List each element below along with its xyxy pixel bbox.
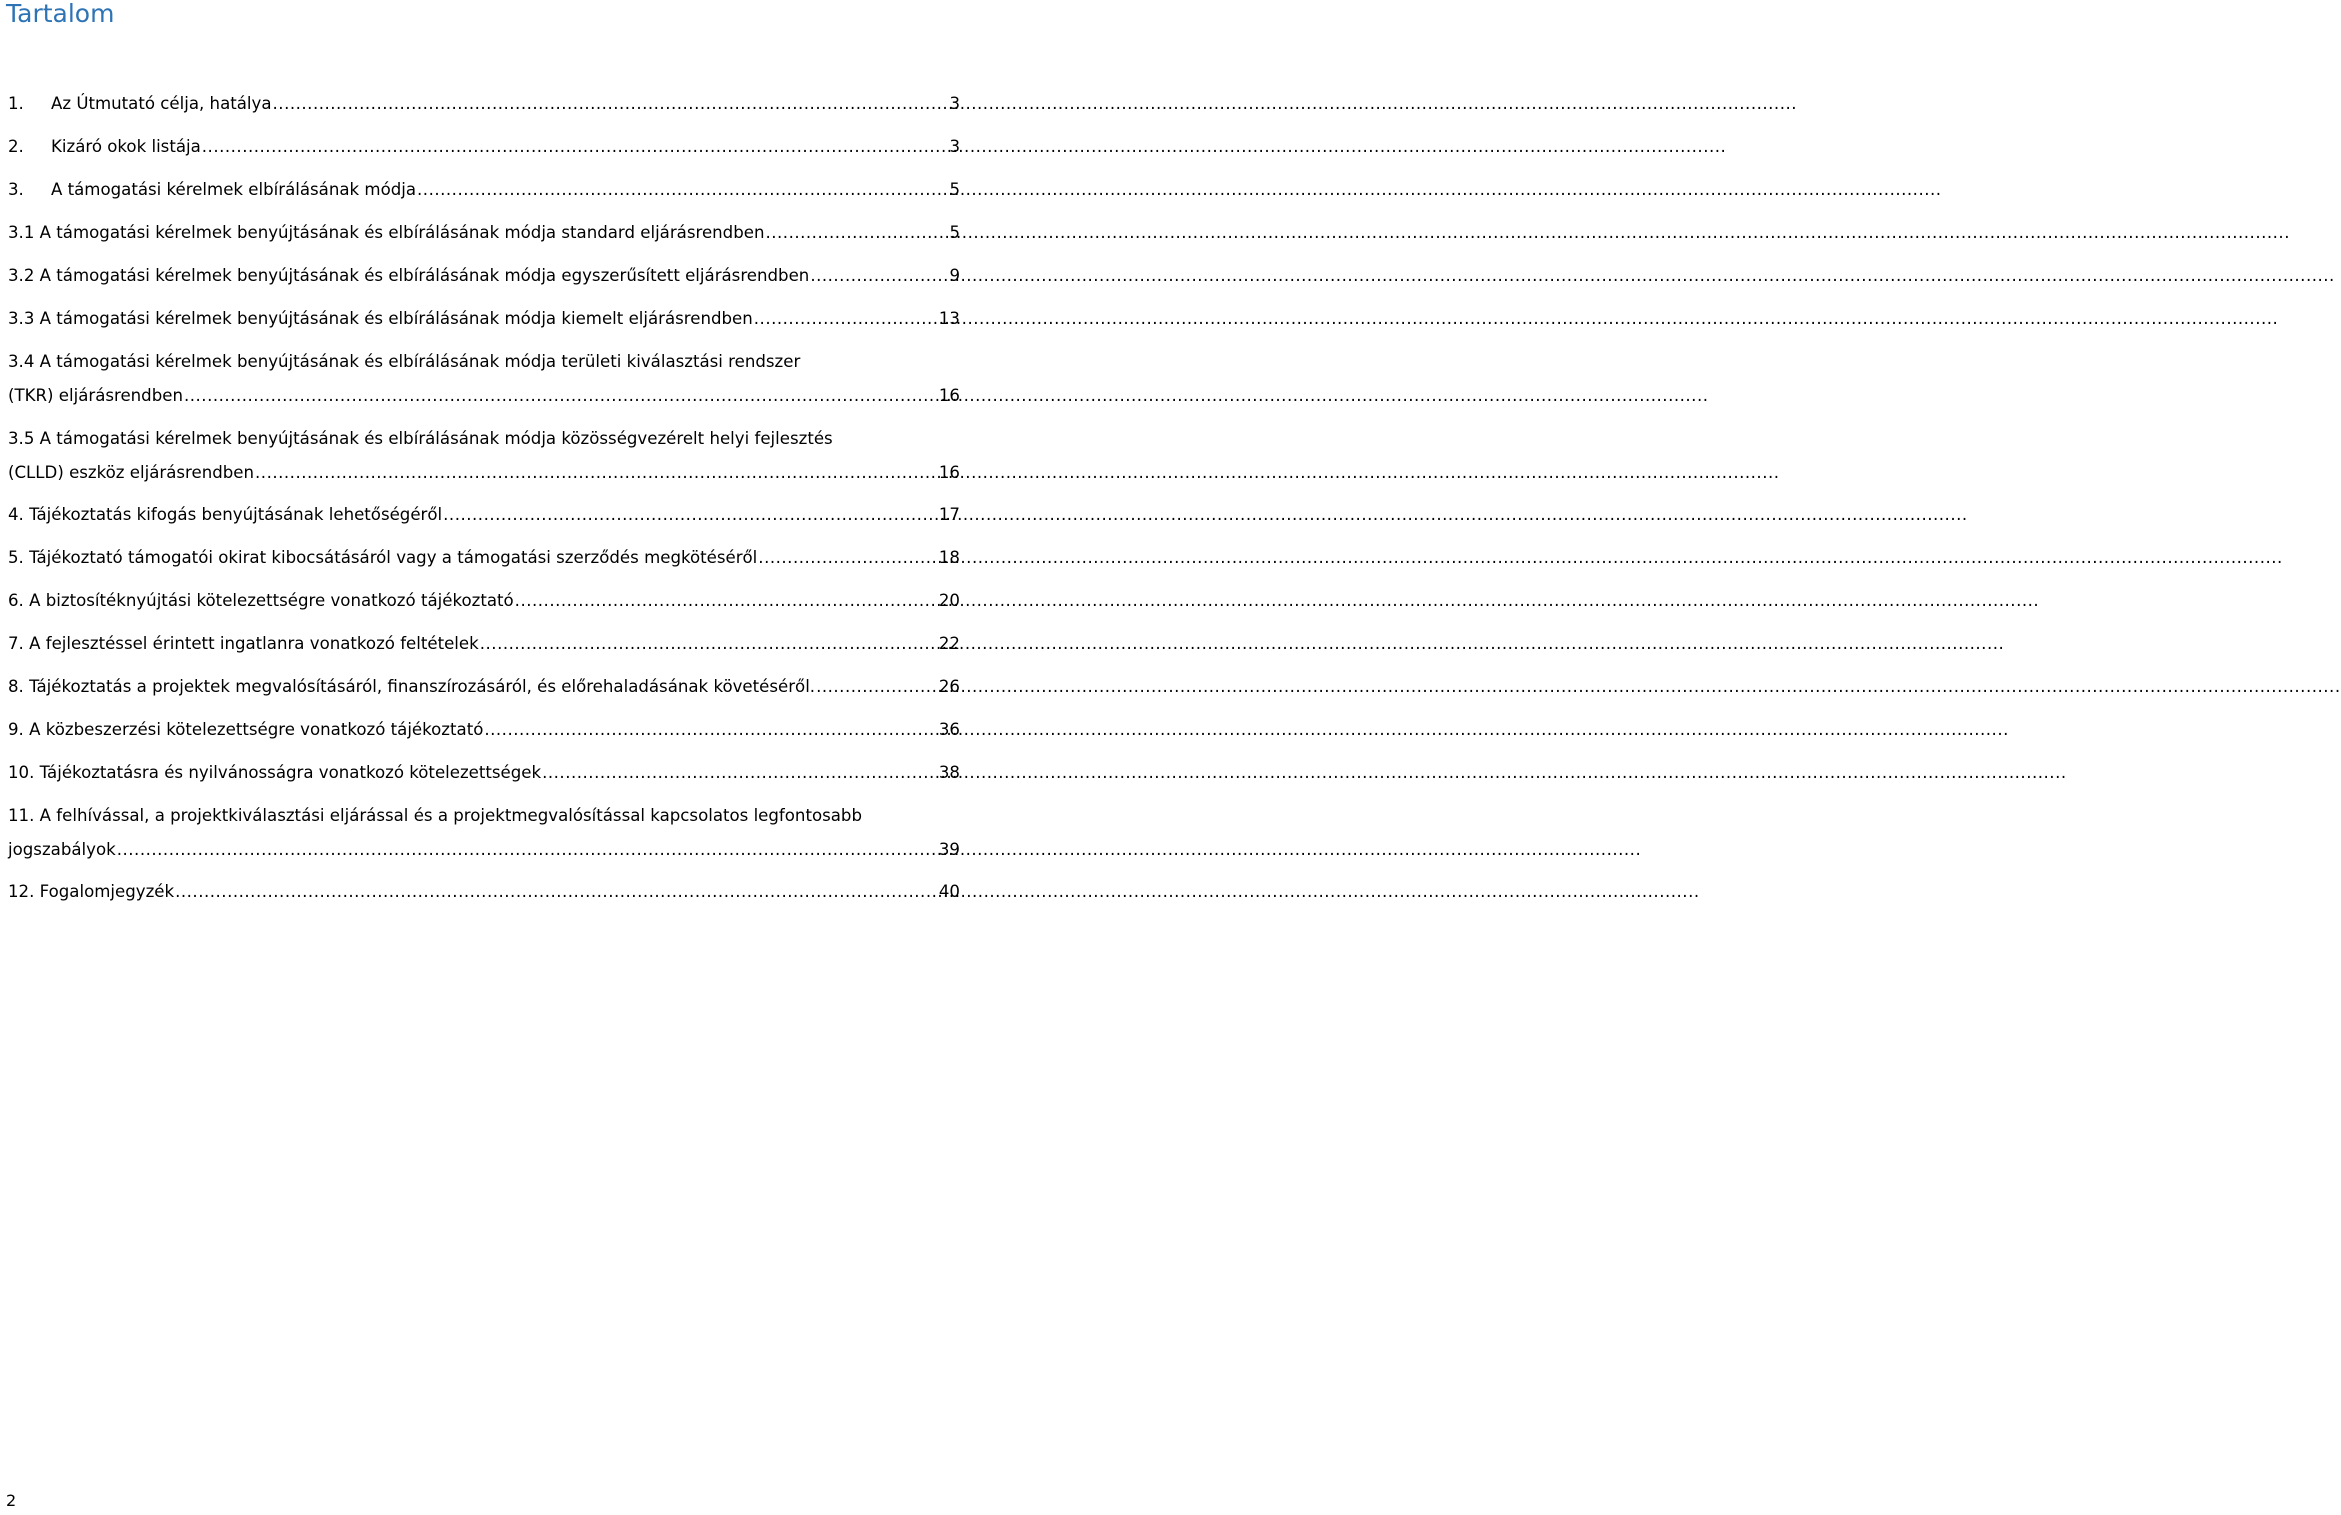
toc-entry-3-3[interactable]: [8, 304, 960, 333]
toc-entry-number: 9.: [8, 720, 24, 739]
toc-entry-3-5[interactable]: [8, 424, 960, 487]
toc-list: [0, 0, 960, 1515]
toc-entry-3-4[interactable]: [8, 347, 960, 410]
toc-entry-page: 9: [949, 266, 960, 285]
toc-entry-page: 26: [938, 677, 960, 696]
toc-entry-page: 40: [938, 882, 960, 901]
toc-entry-title: Tájékoztatás kifogás benyújtásának lehetőségéről: [29, 505, 443, 524]
toc-entry-number: 3.1: [8, 223, 35, 242]
toc-entry-title-line1: A támogatási kérelmek benyújtásának és elbírálásának módja területi kiválasztási rendszer: [39, 352, 801, 371]
toc-entry-5[interactable]: [8, 543, 960, 572]
toc-entry-number: 7.: [8, 634, 24, 653]
toc-entry-page: 36: [938, 720, 960, 739]
toc-entry-number: 5.: [8, 548, 24, 567]
toc-entry-7[interactable]: [8, 629, 960, 658]
toc-entry-10[interactable]: [8, 758, 960, 787]
toc-entry-title-line2: jogszabályok: [8, 840, 116, 859]
toc-entry-title: A biztosítéknyújtási kötelezettségre vonatkozó tájékoztató: [29, 591, 514, 610]
toc-entry-4[interactable]: [8, 500, 960, 529]
toc-title: Tartalom: [6, 0, 115, 28]
toc-entry-title: Kizáró okok listája: [51, 137, 201, 156]
toc-entry-title: Az Útmutató célja, hatálya: [51, 94, 272, 113]
toc-entry-title: A támogatási kérelmek benyújtásának és elbírálásának módja standard eljárásrendben: [39, 223, 765, 242]
toc-entry-number: 1.: [8, 94, 24, 113]
toc-entry-3-1[interactable]: [8, 218, 960, 247]
toc-entry-title: A támogatási kérelmek benyújtásának és elbírálásának módja kiemelt eljárásrendben: [39, 309, 753, 328]
toc-entry-title-line1: A felhívással, a projektkiválasztási eljárással és a projektmegvalósítással kapcsolatos legfontosabb: [39, 806, 862, 825]
toc-dot-leader: [175, 877, 934, 906]
toc-entry-page: 5: [949, 223, 960, 242]
toc-dot-leader: [542, 758, 934, 787]
toc-dot-leader: [754, 304, 934, 333]
toc-dot-leader: [417, 175, 934, 204]
toc-entry-page: 20: [938, 591, 960, 610]
toc-entry-number: 8.: [8, 677, 24, 696]
toc-entry-page: 18: [938, 548, 960, 567]
toc-entry-number: 3.3: [8, 309, 35, 328]
toc-dot-leader: [117, 835, 934, 864]
toc-dot-leader: [758, 543, 934, 572]
toc-dot-leader: [255, 458, 934, 487]
toc-entry-3-2[interactable]: [8, 261, 960, 290]
toc-dot-leader: [515, 586, 934, 615]
toc-entry-number: 11.: [8, 806, 35, 825]
toc-entry-number: 3.4: [8, 352, 35, 371]
toc-entry-3[interactable]: [8, 175, 960, 204]
page-number: 2: [6, 1491, 17, 1510]
toc-entry-number: 12.: [8, 882, 35, 901]
toc-entry-page: 16: [938, 386, 960, 405]
toc-entry-title: A támogatási kérelmek elbírálásának módja: [51, 180, 417, 199]
toc-entry-title: Tájékoztatásra és nyilvánosságra vonatkozó kötelezettségek: [39, 763, 542, 782]
toc-entry-number: 3.: [8, 180, 24, 199]
toc-entry-11[interactable]: [8, 801, 960, 864]
toc-entry-page: 17: [938, 505, 960, 524]
toc-entry-title: A támogatási kérelmek benyújtásának és elbírálásának módja egyszerűsített eljárásrendben: [39, 266, 810, 285]
toc-dot-leader: [443, 500, 934, 529]
toc-entry-page: 3: [949, 94, 960, 113]
toc-entry-number: 2.: [8, 137, 24, 156]
toc-entry-2[interactable]: [8, 132, 960, 161]
toc-dot-leader: [816, 672, 934, 701]
toc-entry-page: 13: [938, 309, 960, 328]
toc-entry-title: Tájékoztatás a projektek megvalósításáról, finanszírozásáról, és előrehaladásának követéséről.: [29, 677, 816, 696]
toc-entry-page: 22: [938, 634, 960, 653]
toc-entry-title: Tájékoztató támogatói okirat kibocsátásáról vagy a támogatási szerződés megkötéséről: [29, 548, 758, 567]
toc-dot-leader: [273, 89, 934, 118]
toc-entry-page: 38: [938, 763, 960, 782]
toc-entry-title-line2: (CLLD) eszköz eljárásrendben: [8, 463, 255, 482]
toc-entry-title: A fejlesztéssel érintett ingatlanra vonatkozó feltételek: [29, 634, 479, 653]
toc-entry-page: 3: [949, 137, 960, 156]
toc-entry-title-line1: A támogatási kérelmek benyújtásának és elbírálásának módja közösségvezérelt helyi fejlesztés: [39, 429, 833, 448]
toc-entry-title-line2: (TKR) eljárásrendben: [8, 386, 183, 405]
toc-entry-title: Fogalomjegyzék: [39, 882, 175, 901]
toc-entry-12[interactable]: [8, 877, 960, 906]
toc-entry-number: 4.: [8, 505, 24, 524]
toc-entry-number: 3.5: [8, 429, 35, 448]
toc-entry-8[interactable]: [8, 672, 960, 701]
toc-dot-leader: [765, 218, 934, 247]
toc-entry-page: 5: [949, 180, 960, 199]
toc-entry-6[interactable]: [8, 586, 960, 615]
toc-entry-number: 10.: [8, 763, 35, 782]
toc-dot-leader: [202, 132, 934, 161]
toc-entry-title: A közbeszerzési kötelezettségre vonatkozó tájékoztató: [29, 720, 484, 739]
toc-dot-leader: [810, 261, 934, 290]
toc-dot-leader: [484, 715, 934, 744]
toc-dot-leader: [184, 381, 934, 410]
toc-entry-page: 16: [938, 463, 960, 482]
toc-entry-page: 39: [938, 840, 960, 859]
toc-entry-1[interactable]: [8, 89, 960, 118]
toc-entry-number: 6.: [8, 591, 24, 610]
toc-entry-9[interactable]: [8, 715, 960, 744]
toc-dot-leader: [480, 629, 934, 658]
toc-entry-number: 3.2: [8, 266, 35, 285]
